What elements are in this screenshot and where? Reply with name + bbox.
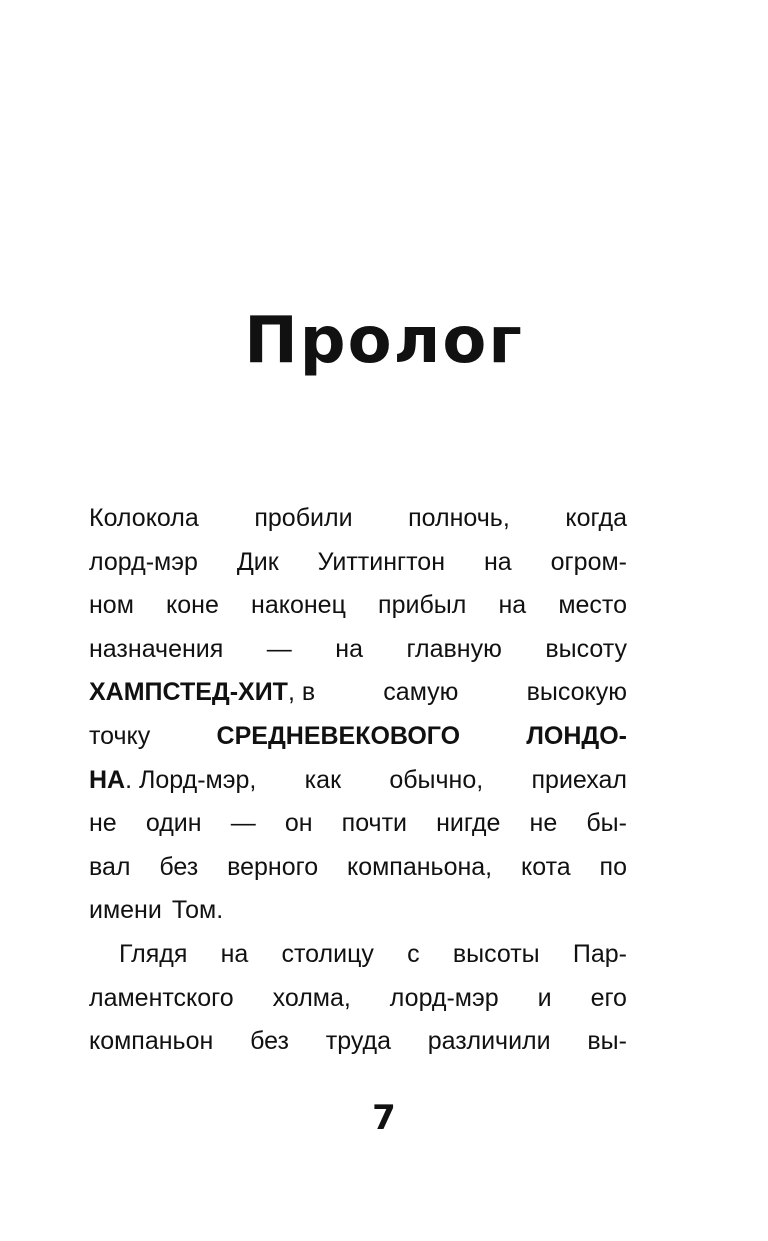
word: на xyxy=(220,939,249,968)
word: компаньон xyxy=(89,1027,214,1056)
word: труда xyxy=(325,1027,391,1056)
word: он xyxy=(284,809,313,838)
place-name-london-end: НА xyxy=(89,765,126,794)
word: без xyxy=(159,852,199,881)
word: — xyxy=(266,634,292,663)
text-line xyxy=(89,715,627,759)
word: высоту xyxy=(545,634,627,663)
page-number: 7 xyxy=(372,1098,396,1138)
word: огром- xyxy=(550,547,627,576)
word: , в xyxy=(287,678,316,707)
word: не xyxy=(529,809,558,838)
word: прибыл xyxy=(378,591,467,620)
word: на xyxy=(498,591,527,620)
place-name-london: ЛОНДО- xyxy=(526,721,627,750)
body-text xyxy=(89,497,627,1064)
word: почти xyxy=(341,809,407,838)
word: . Лорд-мэр, xyxy=(125,765,257,794)
word: место xyxy=(558,591,627,620)
word: Пар- xyxy=(572,939,627,968)
word: назначения xyxy=(89,634,224,663)
word-group xyxy=(89,759,256,803)
text-line xyxy=(89,802,627,846)
word: не xyxy=(89,809,117,838)
word: его xyxy=(590,983,627,1012)
word: пробили xyxy=(254,504,353,532)
word: без xyxy=(250,1027,289,1056)
word: различили xyxy=(427,1027,551,1056)
text-line-paragraph-start xyxy=(89,933,627,977)
word: обычно, xyxy=(389,765,484,794)
word: высокую xyxy=(526,678,627,707)
text-line xyxy=(89,541,627,585)
word: и xyxy=(537,983,552,1012)
word: бы- xyxy=(586,809,627,838)
word: главную xyxy=(406,634,502,663)
text-line xyxy=(89,1020,627,1064)
word: самую xyxy=(383,678,459,707)
word: полночь, xyxy=(408,504,510,532)
word: ламентского xyxy=(89,983,234,1012)
word: Колокола xyxy=(89,504,199,532)
word: имени xyxy=(89,896,162,925)
word: Том. xyxy=(171,896,224,925)
word: холма, xyxy=(272,983,351,1012)
word: коне xyxy=(166,591,219,620)
text-line xyxy=(89,889,627,933)
word: Дик xyxy=(236,547,279,576)
place-name-medieval: СРЕДНЕВЕКОВОГО xyxy=(216,721,461,750)
word: высоты xyxy=(452,939,540,968)
word: лорд-мэр xyxy=(389,983,499,1012)
text-line xyxy=(89,497,627,541)
text-line xyxy=(89,628,627,672)
text-line xyxy=(89,671,627,715)
word: верного xyxy=(227,852,319,881)
text-line xyxy=(89,584,627,628)
word: по xyxy=(599,852,627,881)
word: столицу xyxy=(281,939,374,968)
word: вы- xyxy=(587,1027,627,1056)
word: компаньона, xyxy=(346,852,493,881)
word: кота xyxy=(521,852,571,881)
word: вал xyxy=(89,852,131,881)
place-name-hampstead-heath: ХАМПСТЕД-ХИТ xyxy=(89,678,288,707)
text-line xyxy=(89,846,627,890)
word: ном xyxy=(89,591,134,620)
word: наконец xyxy=(251,591,346,620)
text-line xyxy=(89,759,627,803)
word: лорд-мэр xyxy=(89,547,198,576)
word-group xyxy=(89,671,315,715)
word: приехал xyxy=(531,765,627,794)
word: на xyxy=(483,547,512,576)
word: нигде xyxy=(436,809,501,838)
word: как xyxy=(304,765,341,794)
text-line xyxy=(89,977,627,1021)
word: когда xyxy=(565,504,627,532)
word: точку xyxy=(89,721,151,750)
word: с xyxy=(407,939,420,968)
word: — xyxy=(230,809,256,838)
word: Уиттингтон xyxy=(317,547,446,576)
word: на xyxy=(335,634,363,663)
word: один xyxy=(145,809,202,838)
chapter-title: Пролог xyxy=(244,304,524,378)
word: Глядя xyxy=(119,939,188,968)
